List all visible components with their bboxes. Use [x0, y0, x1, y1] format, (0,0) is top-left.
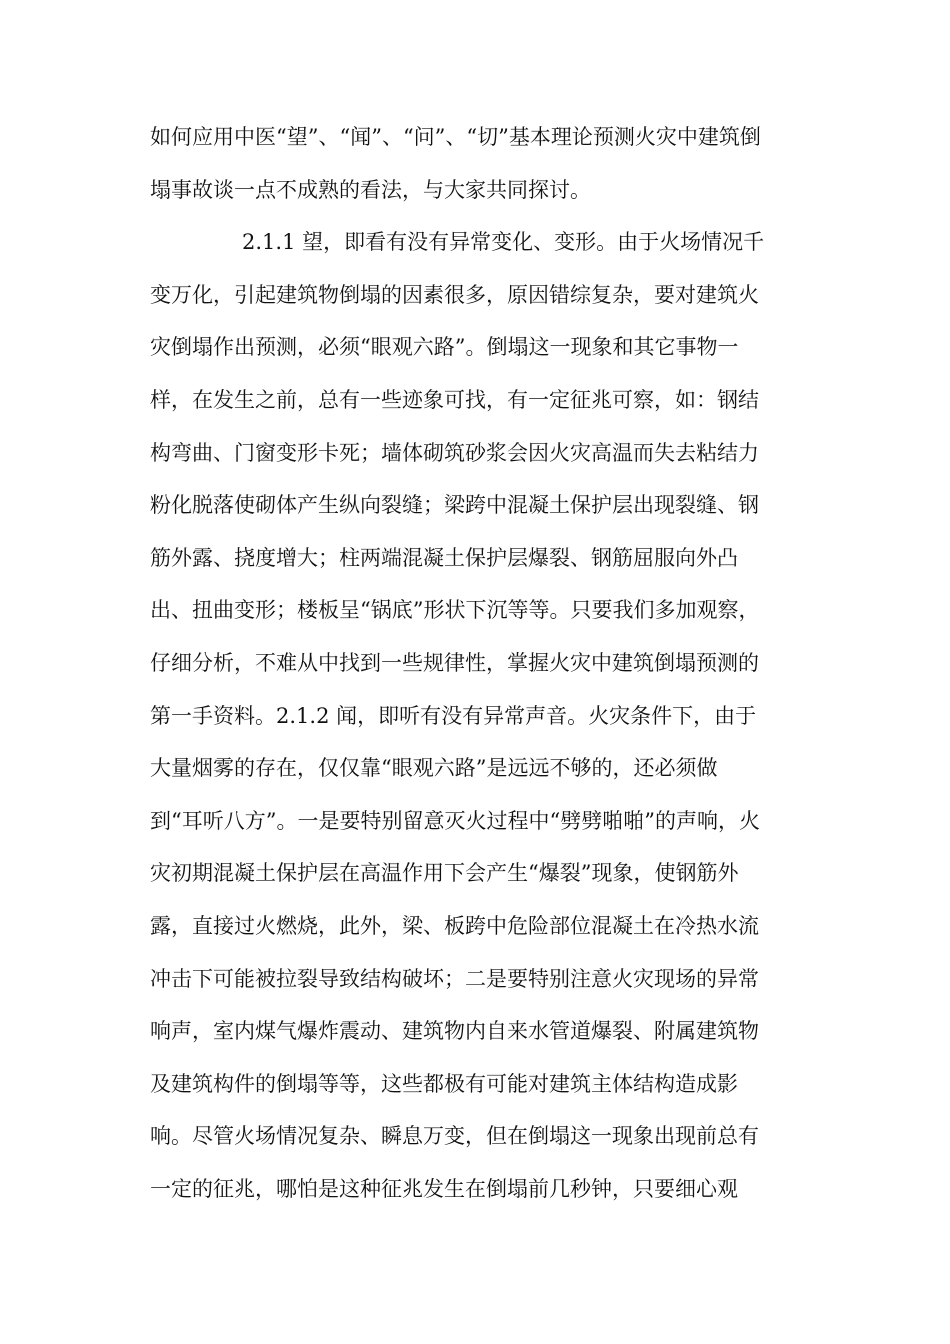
text-line: 样，在发生之前，总有一些迹象可找，有一定征兆可察，如：钢结: [150, 387, 759, 412]
text-line: 及建筑构件的倒塌等等，这些都极有可能对建筑主体结构造成影: [150, 1071, 738, 1096]
text-line: 大量烟雾的存在，仅仅靠“眼观六路”是远远不够的，还必须做: [150, 756, 718, 781]
text-line: 灾初期混凝土保护层在高温作用下会产生“爆裂”现象，使钢筋外: [150, 861, 739, 886]
text-line: 仔细分析，不难从中找到一些规律性，掌握火灾中建筑倒塌预测的: [150, 650, 759, 675]
body-text: [150, 115, 810, 1219]
text-line: 灾倒塌作出预测，必须“眼观六路”。倒塌这一现象和其它事物一: [150, 335, 739, 360]
text-line: 露，直接过火燃烧，此外，梁、板跨中危险部位混凝土在冷热水流: [150, 913, 759, 938]
text-line: 如何应用中医“望”、“闻”、“问”、“切”基本理论预测火灾中建筑倒: [150, 125, 761, 149]
text-line: 到“耳听八方”。一是要特别留意灭火过程中“劈劈啪啪”的声响，火: [150, 808, 760, 833]
text-line: 响。尽管火场情况复杂、瞬息万变，但在倒塌这一现象出现前总有: [150, 1124, 759, 1149]
text-line: 第一手资料。2.1.2 闻，即听有没有异常声音。火灾条件下，由于: [150, 703, 757, 728]
text-line: 冲击下可能被拉裂导致结构破坏；二是要特别注意火灾现场的异常: [150, 966, 759, 991]
text-line: 出、扭曲变形；楼板呈“锅底”形状下沉等等。只要我们多加观察，: [150, 598, 760, 623]
text-line: 变万化，引起建筑物倒塌的因素很多，原因错综复杂，要对建筑火: [150, 282, 759, 307]
text-line: 一定的征兆，哪怕是这种征兆发生在倒塌前几秒钟，只要细心观: [150, 1176, 738, 1201]
text-line: 响声，室内煤气爆炸震动、建筑物内自来水管道爆裂、附属建筑物: [150, 1019, 759, 1044]
text-line: 塌事故谈一点不成熟的看法，与大家共同探讨。: [150, 177, 591, 202]
text-line: 筋外露、挠度增大；柱两端混凝土保护层爆裂、钢筋屈服向外凸: [150, 545, 738, 570]
text-line: 构弯曲、门窗变形卡死；墙体砌筑砂浆会因火灾高温而失去粘结力: [150, 440, 759, 465]
text-line: 2.1.1 望，即看有没有异常变化、变形。由于火场情况千: [242, 230, 765, 255]
text-line: 粉化脱落使砌体产生纵向裂缝；梁跨中混凝土保护层出现裂缝、钢: [150, 493, 759, 518]
